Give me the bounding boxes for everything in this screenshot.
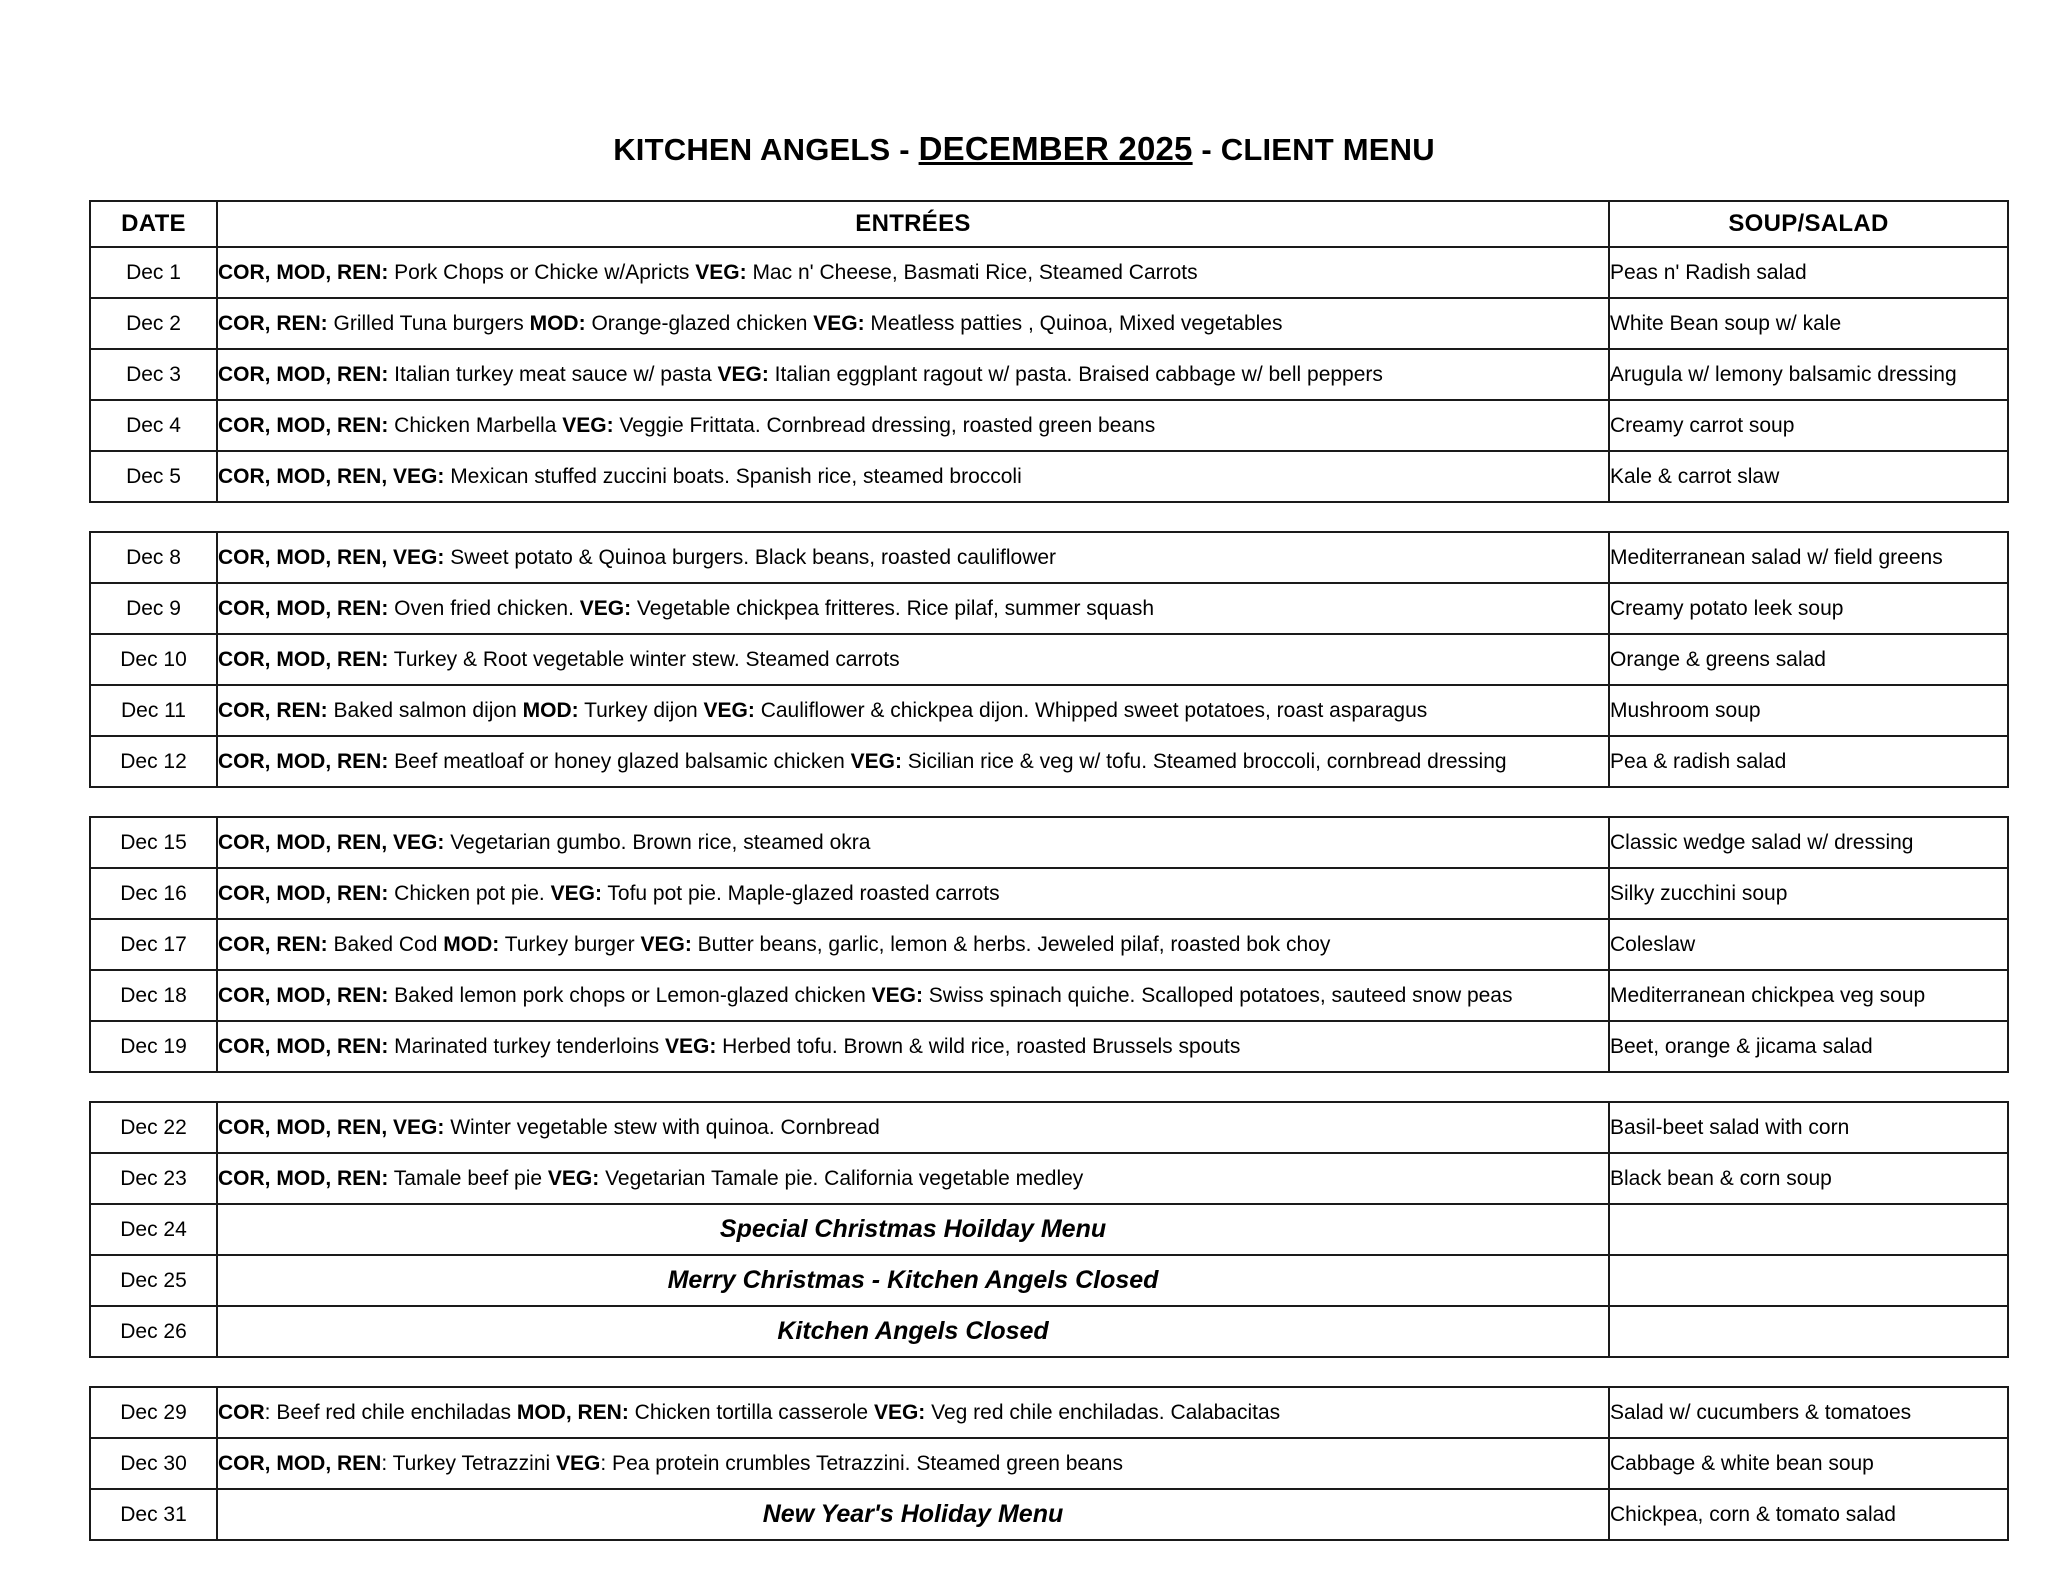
diet-code-label: MOD: (443, 932, 500, 956)
entree-text: Oven fried chicken. (388, 596, 580, 620)
cell-date: Dec 4 (90, 400, 217, 451)
entree-text: Butter beans, garlic, lemon & herbs. Jeweled pilaf, roasted bok choy (691, 932, 1331, 956)
diet-code-label: COR, MOD, REN, VEG: (218, 830, 445, 854)
diet-code-label: VEG: (717, 362, 769, 386)
cell-entrees (217, 736, 1609, 787)
cell-special-note: Kitchen Angels Closed (217, 1306, 1609, 1357)
cell-date: Dec 26 (90, 1306, 217, 1357)
cell-soup-salad: Mushroom soup (1609, 685, 2008, 736)
entree-text: Baked salmon dijon (327, 698, 523, 722)
entree-text: Pork Chops or Chicke w/Apricts (388, 260, 696, 284)
entree-text: Marinated turkey tenderloins (388, 1034, 665, 1058)
diet-code-label: COR, MOD, REN: (218, 362, 389, 386)
table-row (90, 400, 2008, 451)
diet-code-label: COR (218, 1400, 265, 1424)
entree-text: Tamale beef pie (388, 1166, 548, 1190)
cell-date: Dec 19 (90, 1021, 217, 1072)
entree-text: Mexican stuffed zuccini boats. Spanish rice, steamed broccoli (444, 464, 1022, 488)
cell-entrees (217, 583, 1609, 634)
entree-text: Baked Cod (327, 932, 444, 956)
entree-text: Vegetarian Tamale pie. California vegetable medley (599, 1166, 1084, 1190)
diet-code-label: COR, MOD, REN: (218, 1034, 389, 1058)
page-title (0, 0, 2048, 168)
cell-entrees (217, 970, 1609, 1021)
entree-text: Chicken Marbella (388, 413, 563, 437)
entree-text: Turkey burger (499, 932, 641, 956)
table-row (90, 919, 2008, 970)
cell-entrees (217, 1021, 1609, 1072)
table-row (90, 1306, 2008, 1357)
diet-code-label: COR, MOD, REN, VEG: (218, 545, 445, 569)
diet-code-label: COR, MOD, REN: (218, 983, 389, 1007)
diet-code-label: VEG: (550, 881, 602, 905)
cell-date: Dec 16 (90, 868, 217, 919)
entree-text: : Turkey Tetrazzini (381, 1451, 557, 1475)
cell-entrees (217, 919, 1609, 970)
diet-code-label: COR, REN: (218, 932, 328, 956)
table-row (90, 247, 2008, 298)
diet-code-label: MOD: (522, 698, 579, 722)
entree-text: Grilled Tuna burgers (327, 311, 530, 335)
diet-code-label: VEG: (640, 932, 692, 956)
cell-date: Dec 8 (90, 532, 217, 583)
cell-soup-salad: Classic wedge salad w/ dressing (1609, 817, 2008, 868)
table-row (90, 1255, 2008, 1306)
menu-week-table (89, 1101, 2009, 1358)
table-row (90, 349, 2008, 400)
menu-week-table (89, 200, 2009, 503)
table-row (90, 1021, 2008, 1072)
cell-date: Dec 24 (90, 1204, 217, 1255)
diet-code-label: COR, MOD, REN: (218, 260, 389, 284)
menu-week-table (89, 816, 2009, 1073)
diet-code-label: COR, MOD, REN (218, 1451, 382, 1475)
cell-soup-salad: Salad w/ cucumbers & tomatoes (1609, 1387, 2008, 1438)
diet-code-label: COR, MOD, REN: (218, 1166, 389, 1190)
table-row (90, 1438, 2008, 1489)
table-row (90, 298, 2008, 349)
entree-text: Veggie Frittata. Cornbread dressing, roasted green beans (613, 413, 1156, 437)
cell-soup-salad: Pea & radish salad (1609, 736, 2008, 787)
entree-text: Chicken pot pie. (388, 881, 551, 905)
diet-code-label: VEG: (579, 596, 632, 620)
cell-soup-salad: Orange & greens salad (1609, 634, 2008, 685)
table-row (90, 1489, 2008, 1540)
cell-date: Dec 5 (90, 451, 217, 502)
cell-date: Dec 31 (90, 1489, 217, 1540)
cell-soup-salad: Coleslaw (1609, 919, 2008, 970)
diet-code-label: COR, MOD, REN, VEG: (218, 1115, 445, 1139)
entree-text: : Pea protein crumbles Tetrazzini. Steamed green beans (600, 1451, 1123, 1475)
cell-entrees (217, 532, 1609, 583)
entree-text: Veg red chile enchiladas. Calabacitas (925, 1400, 1281, 1424)
cell-special-note: New Year's Holiday Menu (217, 1489, 1609, 1540)
entree-text: Turkey dijon (578, 698, 704, 722)
table-row (90, 1153, 2008, 1204)
diet-code-label: VEG: (813, 311, 865, 335)
diet-code-label: COR, MOD, REN: (218, 749, 389, 773)
diet-code-label: VEG: (871, 983, 923, 1007)
cell-soup-salad: Arugula w/ lemony balsamic dressing (1609, 349, 2008, 400)
cell-soup-salad (1609, 1306, 2008, 1357)
cell-soup-salad: White Bean soup w/ kale (1609, 298, 2008, 349)
diet-code-label: VEG: (562, 413, 614, 437)
cell-soup-salad: Creamy potato leek soup (1609, 583, 2008, 634)
diet-code-label: MOD, REN: (516, 1400, 629, 1424)
cell-entrees (217, 817, 1609, 868)
table-row (90, 970, 2008, 1021)
cell-entrees (217, 349, 1609, 400)
entree-text: Italian eggplant ragout w/ pasta. Braised cabbage w/ bell peppers (768, 362, 1383, 386)
diet-code-label: COR, REN: (218, 311, 328, 335)
table-row (90, 1387, 2008, 1438)
table-row (90, 736, 2008, 787)
column-header-entrees: ENTRÉES (217, 201, 1609, 247)
cell-entrees (217, 1387, 1609, 1438)
cell-date: Dec 10 (90, 634, 217, 685)
entree-text: Vegetarian gumbo. Brown rice, steamed okra (444, 830, 871, 854)
cell-entrees (217, 634, 1609, 685)
cell-soup-salad: Basil-beet salad with corn (1609, 1102, 2008, 1153)
table-row (90, 685, 2008, 736)
cell-entrees (217, 247, 1609, 298)
cell-date: Dec 25 (90, 1255, 217, 1306)
cell-soup-salad: Kale & carrot slaw (1609, 451, 2008, 502)
cell-soup-salad: Black bean & corn soup (1609, 1153, 2008, 1204)
cell-date: Dec 23 (90, 1153, 217, 1204)
entree-text: Chicken tortilla casserole (628, 1400, 874, 1424)
cell-special-note: Special Christmas Hoilday Menu (217, 1204, 1609, 1255)
cell-date: Dec 9 (90, 583, 217, 634)
table-row (90, 817, 2008, 868)
diet-code-label: VEG: (695, 260, 747, 284)
cell-entrees (217, 1153, 1609, 1204)
table-row (90, 532, 2008, 583)
cell-soup-salad: Silky zucchini soup (1609, 868, 2008, 919)
diet-code-label: VEG: (547, 1166, 600, 1190)
diet-code-label: VEG: (703, 698, 755, 722)
cell-entrees (217, 685, 1609, 736)
entree-text: Sicilian rice & veg w/ tofu. Steamed broccoli, cornbread dressing (901, 749, 1507, 773)
cell-date: Dec 3 (90, 349, 217, 400)
table-row (90, 451, 2008, 502)
column-header-soup-salad: SOUP/SALAD (1609, 201, 2008, 247)
diet-code-label: VEG: (664, 1034, 717, 1058)
cell-entrees (217, 451, 1609, 502)
entree-text: Orange-glazed chicken (585, 311, 814, 335)
entree-text: Mac n' Cheese, Basmati Rice, Steamed Carrots (746, 260, 1198, 284)
entree-text: Beef meatloaf or honey glazed balsamic chicken (388, 749, 851, 773)
cell-entrees (217, 298, 1609, 349)
cell-soup-salad: Mediterranean chickpea veg soup (1609, 970, 2008, 1021)
table-row (90, 868, 2008, 919)
cell-date: Dec 1 (90, 247, 217, 298)
diet-code-label: COR, REN: (218, 698, 328, 722)
cell-special-note: Merry Christmas - Kitchen Angels Closed (217, 1255, 1609, 1306)
entree-text: Swiss spinach quiche. Scalloped potatoes, sauteed snow peas (922, 983, 1513, 1007)
entree-text: Turkey & Root vegetable winter stew. Steamed carrots (388, 647, 900, 671)
entree-text: Tofu pot pie. Maple-glazed roasted carrots (601, 881, 1000, 905)
title-month: DECEMBER 2025 (918, 130, 1193, 167)
diet-code-label: COR, MOD, REN, VEG: (218, 464, 445, 488)
diet-code-label: COR, MOD, REN: (218, 647, 389, 671)
diet-code-label: COR, MOD, REN: (218, 596, 389, 620)
entree-text: Meatless patties , Quinoa, Mixed vegetables (864, 311, 1283, 335)
menu-week-table (89, 1386, 2009, 1541)
diet-code-label: MOD: (529, 311, 586, 335)
title-suffix: - CLIENT MENU (1192, 132, 1435, 167)
table-row (90, 1102, 2008, 1153)
cell-date: Dec 18 (90, 970, 217, 1021)
cell-date: Dec 11 (90, 685, 217, 736)
cell-date: Dec 2 (90, 298, 217, 349)
diet-code-label: VEG: (850, 749, 902, 773)
diet-code-label: VEG: (873, 1400, 926, 1424)
table-row (90, 1204, 2008, 1255)
cell-soup-salad: Beet, orange & jicama salad (1609, 1021, 2008, 1072)
diet-code-label: COR, MOD, REN: (218, 413, 389, 437)
entree-text: Vegetable chickpea fritteres. Rice pilaf, summer squash (631, 596, 1155, 620)
cell-entrees (217, 1438, 1609, 1489)
menu-tables (41, 200, 2007, 1541)
entree-text: Sweet potato & Quinoa burgers. Black beans, roasted cauliflower (444, 545, 1057, 569)
cell-date: Dec 29 (90, 1387, 217, 1438)
title-prefix: KITCHEN ANGELS - (613, 132, 919, 167)
cell-soup-salad (1609, 1204, 2008, 1255)
diet-code-label: COR, MOD, REN: (218, 881, 389, 905)
cell-entrees (217, 1102, 1609, 1153)
entree-text: Baked lemon pork chops or Lemon-glazed chicken (388, 983, 872, 1007)
cell-soup-salad: Peas n' Radish salad (1609, 247, 2008, 298)
cell-soup-salad: Chickpea, corn & tomato salad (1609, 1489, 2008, 1540)
table-row (90, 583, 2008, 634)
entree-text: Winter vegetable stew with quinoa. Cornbread (444, 1115, 880, 1139)
diet-code-label: VEG (556, 1451, 601, 1475)
cell-soup-salad (1609, 1255, 2008, 1306)
cell-entrees (217, 400, 1609, 451)
cell-soup-salad: Creamy carrot soup (1609, 400, 2008, 451)
cell-date: Dec 12 (90, 736, 217, 787)
cell-date: Dec 22 (90, 1102, 217, 1153)
menu-week-table (89, 531, 2009, 788)
entree-text: Herbed tofu. Brown & wild rice, roasted Brussels spouts (716, 1034, 1241, 1058)
entree-text: : Beef red chile enchiladas (264, 1400, 517, 1424)
entree-text: Italian turkey meat sauce w/ pasta (388, 362, 718, 386)
cell-date: Dec 17 (90, 919, 217, 970)
entree-text: Cauliflower & chickpea dijon. Whipped sweet potatoes, roast asparagus (754, 698, 1428, 722)
cell-date: Dec 30 (90, 1438, 217, 1489)
cell-entrees (217, 868, 1609, 919)
column-header-date: DATE (90, 201, 217, 247)
cell-soup-salad: Mediterranean salad w/ field greens (1609, 532, 2008, 583)
cell-soup-salad: Cabbage & white bean soup (1609, 1438, 2008, 1489)
cell-date: Dec 15 (90, 817, 217, 868)
table-row (90, 634, 2008, 685)
